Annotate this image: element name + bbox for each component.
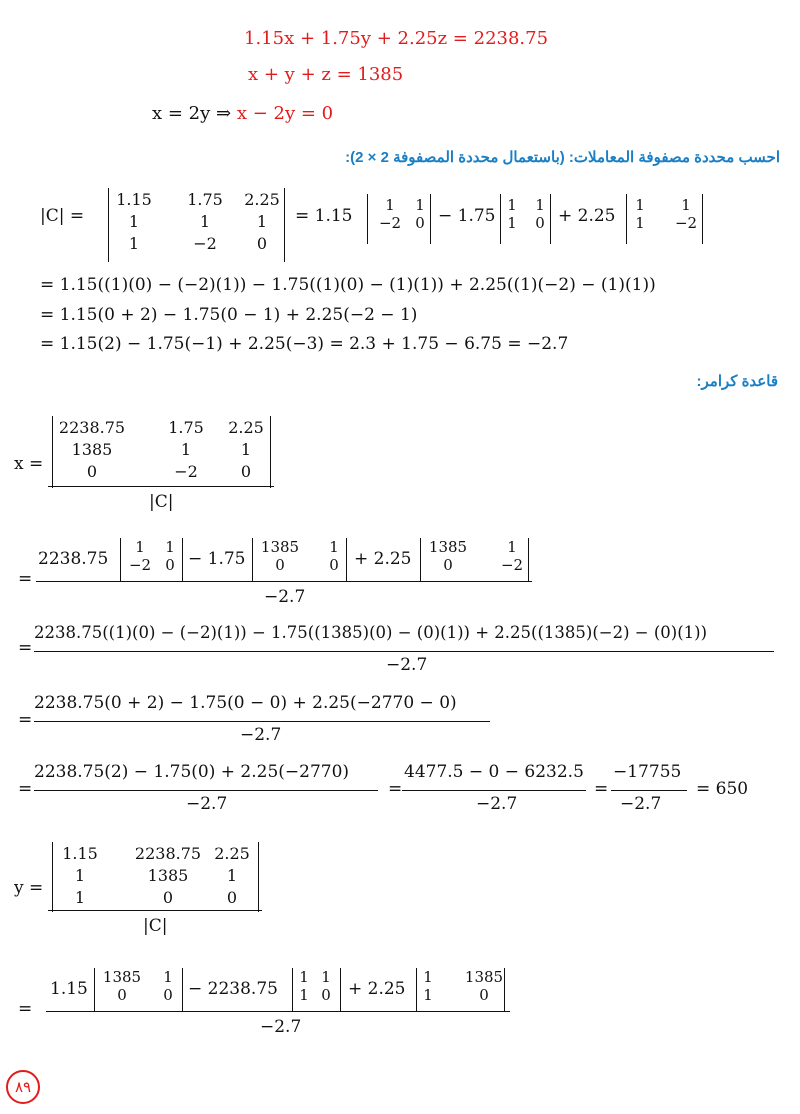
- x-step4-eq2: =: [388, 779, 403, 799]
- x-step1-m3-left: [420, 538, 421, 582]
- x-step1-bar: [36, 581, 532, 582]
- y-step1-m3-left: [416, 968, 417, 1012]
- x-step4-bar3: [611, 790, 687, 791]
- detC-coef2: − 1.75: [438, 206, 496, 226]
- x-lhs: x =: [14, 454, 44, 474]
- x-step1-eq: =: [18, 569, 33, 589]
- x-step2-eq: =: [18, 638, 33, 658]
- x-step4-num3: −17755: [613, 762, 682, 782]
- x-step3-eq: =: [18, 710, 33, 730]
- x-step1-den: −2.7: [264, 587, 306, 607]
- page-number: ٨٩: [14, 1078, 32, 1096]
- equation-1: 1.15x + 1.75y + 2.25z = 2238.75: [244, 28, 549, 49]
- x-matrix-bar-right: [270, 416, 271, 488]
- detC-m1-left: [367, 194, 368, 244]
- detC-line-3: = 1.15(2) − 1.75(−1) + 2.25(−3) = 2.3 + 1.75 − 6.75 = −2.7: [40, 334, 569, 354]
- equation-2: x + y + z = 1385: [248, 64, 404, 85]
- y-step1-m2-left: [292, 968, 293, 1012]
- x-step1-coef-c: + 2.25: [354, 549, 412, 569]
- y-step1-m1-right: [182, 968, 183, 1012]
- x-step4-den2: −2.7: [476, 794, 518, 814]
- heading-cramer: قاعدة كرامر:: [696, 373, 778, 390]
- detC-coef3: + 2.25: [558, 206, 616, 226]
- x-step4-num2: 4477.5 − 0 − 6232.5: [404, 762, 584, 782]
- x-step4-den: −2.7: [186, 794, 228, 814]
- x-step1-m2-left: [252, 538, 253, 582]
- detC-bar-right: [284, 188, 285, 262]
- y-step1-bar: [46, 1011, 510, 1012]
- x-step1-m2-right: [346, 538, 347, 582]
- equation-3-left: x = 2y ⇒: [152, 103, 232, 124]
- detC-m1-right: [430, 194, 431, 244]
- y-matrix-bar-left: [52, 842, 53, 912]
- y-step1-coef-b: − 2238.75: [188, 979, 278, 999]
- x-step4-eq: =: [18, 779, 33, 799]
- y-step1-m2-right: [340, 968, 341, 1012]
- x-step4-eq3: =: [594, 779, 609, 799]
- x-matrix-bar-left: [52, 416, 53, 488]
- x-step4-bar2: [402, 790, 586, 791]
- detC-coef1: = 1.15: [295, 206, 353, 226]
- x-step1-coef-a: 2238.75: [38, 549, 109, 569]
- detC-line-1: = 1.15((1)(0) − (−2)(1)) − 1.75((1)(0) − (1)(1)) + 2.25((1)(−2) − (1)(1)): [40, 275, 656, 295]
- x-step2-num: 2238.75((1)(0) − (−2)(1)) − 1.75((1385)(0) − (0)(1)) + 2.25((1385)(−2) − (0)(1)): [34, 623, 708, 642]
- y-fraction-bar: [48, 910, 262, 911]
- page-number-badge: [6, 1070, 40, 1104]
- x-step4-den3: −2.7: [620, 794, 662, 814]
- equation-3-right: x − 2y = 0: [236, 103, 334, 124]
- x-denominator: |C|: [149, 492, 174, 512]
- y-step1-coef-c: + 2.25: [348, 979, 406, 999]
- detC-line-2: = 1.15(0 + 2) − 1.75(0 − 1) + 2.25(−2 − 1): [40, 305, 418, 325]
- y-lhs: y =: [14, 878, 44, 898]
- y-matrix-bar-right: [258, 842, 259, 912]
- x-step3-den: −2.7: [240, 725, 282, 745]
- detC-lhs: |C| =: [40, 206, 85, 226]
- x-step1-m1-right: [182, 538, 183, 582]
- x-step2-den: −2.7: [386, 655, 428, 675]
- y-step1-m3-right: [504, 968, 505, 1012]
- detC-m2-right: [550, 194, 551, 244]
- y-step1-m1-left: [94, 968, 95, 1012]
- x-step2-bar: [34, 651, 774, 652]
- y-step1-coef-a: 1.15: [50, 979, 88, 999]
- y-denominator: |C|: [143, 916, 168, 936]
- detC-m3-left: [626, 194, 627, 244]
- x-fraction-bar: [48, 486, 274, 487]
- x-step1-m1-left: [120, 538, 121, 582]
- x-step1-coef-b: − 1.75: [188, 549, 246, 569]
- detC-bar-left: [108, 188, 109, 262]
- heading-determinant: احسب محددة مصفوفة المعاملات: (باستعمال محددة المصفوفة 2 × 2):: [345, 149, 780, 166]
- y-step1-den: −2.7: [260, 1017, 302, 1037]
- x-step1-m3-right: [528, 538, 529, 582]
- x-step3-num: 2238.75(0 + 2) − 1.75(0 − 0) + 2.25(−2770 − 0): [34, 693, 457, 713]
- x-step4-num: 2238.75(2) − 1.75(0) + 2.25(−2770): [34, 762, 350, 782]
- equation-3: [152, 105, 333, 123]
- x-step4-bar: [34, 790, 378, 791]
- x-step3-bar: [34, 721, 490, 722]
- detC-m3-right: [702, 194, 703, 244]
- y-step1-eq: =: [18, 999, 33, 1019]
- x-result: = 650: [696, 779, 749, 799]
- detC-m2-left: [500, 194, 501, 244]
